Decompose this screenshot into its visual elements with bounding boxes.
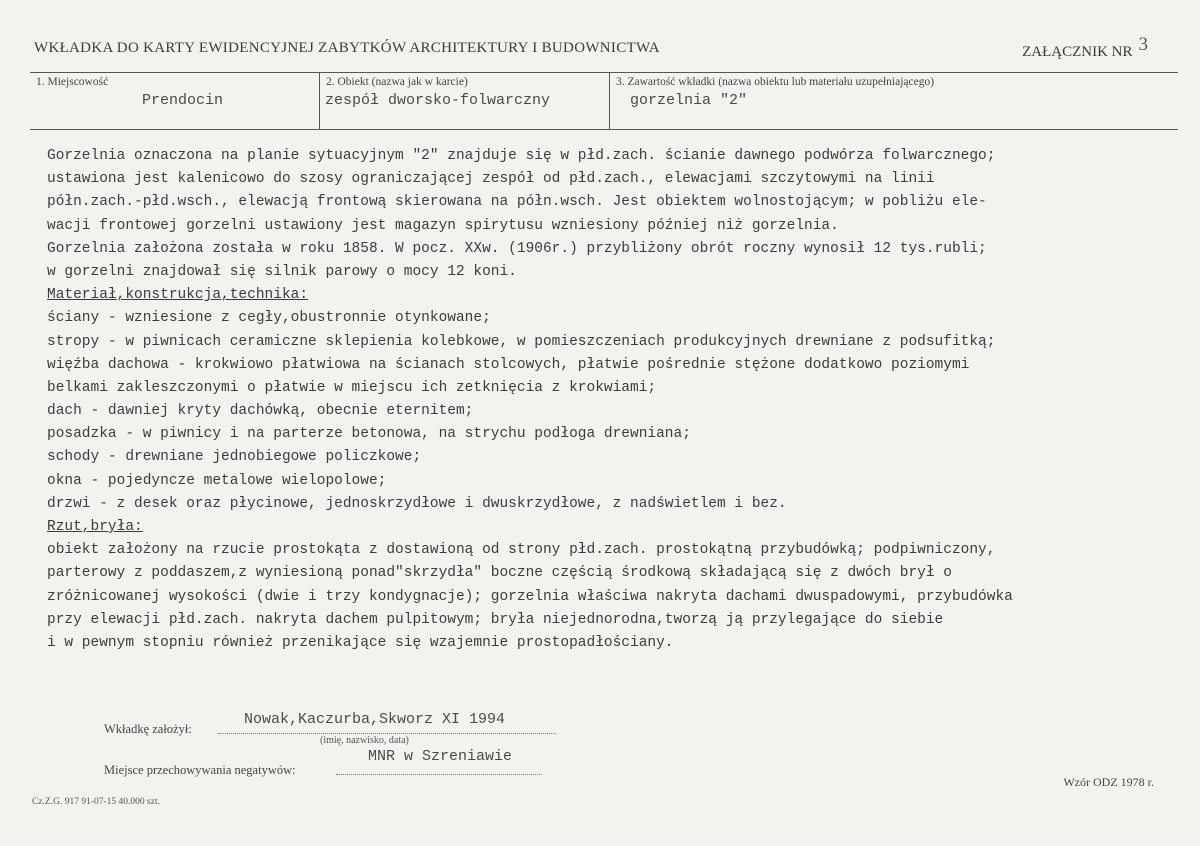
- content-field: [609, 73, 1178, 129]
- author-dotted-line: [218, 733, 556, 734]
- storage-dotted-line: [336, 774, 542, 775]
- body-line: schody - drewniane jednobiegowe policzkowe;: [47, 449, 422, 466]
- locality-value: Prendocin: [142, 92, 224, 109]
- annex-label: ZAŁĄCZNIK NR: [1022, 44, 1133, 60]
- content-value: gorzelnia "2": [630, 92, 748, 109]
- body-line: półn.zach.-płd.wsch., elewacją frontową skierowana na półn.wsch. Jest obiektem wolnostojącym; w pobliżu ele-: [47, 194, 987, 211]
- body-line: w gorzelni znajdował się silnik parowy o mocy 12 koni.: [47, 263, 517, 280]
- section-heading-plan: Rzut,bryła:: [47, 519, 143, 535]
- storage-value: MNR w Szreniawie: [368, 748, 513, 765]
- body-line: belkami zakleszczonymi o płatwie w miejscu ich zetknięcia z krokwiami;: [47, 379, 657, 396]
- header-fields: [30, 72, 1178, 130]
- printer-note: Cz.Z.G. 917 91-07-15 40.000 szt.: [32, 797, 160, 807]
- body-line: przy elewacji płd.zach. nakryta dachem pulpitowym; bryła niejednorodna,tworzą ją przylegające do siebie: [47, 611, 944, 628]
- body-line: drzwi - z desek oraz płycinowe, jednoskrzydłowe i dwuskrzydłowe, z nadświetlem i bez.: [47, 495, 787, 512]
- body-line: Gorzelnia oznaczona na planie sytuacyjnym "2" znajduje się w płd.zach. ścianie dawnego podwórza folwarcznego;: [47, 148, 996, 164]
- author-hint: (imię, nazwisko, data): [320, 735, 409, 746]
- author-value: Nowak,Kaczurba,Skworz XI 1994: [244, 711, 506, 728]
- annex-number: 3: [1138, 34, 1148, 55]
- author-label: Wkładkę założył:: [104, 722, 192, 736]
- locality-label: 1. Miejscowość: [36, 76, 109, 88]
- form-pattern: Wzór ODZ 1978 r.: [1063, 775, 1154, 789]
- object-field: [319, 73, 609, 129]
- body-line: okna - pojedyncze metalowe wielopolowe;: [47, 472, 387, 489]
- content-label: 3. Zawartość wkładki (nazwa obiektu lub materiału uzupełniającego): [616, 76, 935, 88]
- body-line: zróżnicowanej wysokości (dwie i trzy kondygnacje); gorzelnia właściwa nakryta dachami dwuspadowymi, przybudówka: [47, 588, 1013, 605]
- description-body: [47, 145, 1187, 655]
- storage-label: Miejsce przechowywania negatywów:: [104, 763, 296, 777]
- body-line: wacji frontowej gorzelni ustawiony jest magazyn spirytusu wzniesiony później niż gorzelnia.: [47, 217, 839, 234]
- body-line: posadzka - w piwnicy i na parterze betonowa, na strychu podłoga drewniana;: [47, 426, 691, 443]
- body-line: ściany - wzniesione z cegły,obustronnie otynkowane;: [47, 310, 491, 327]
- object-value: zespół dworsko-folwarczny: [325, 92, 551, 109]
- object-label: 2. Obiekt (nazwa jak w karcie): [326, 76, 468, 88]
- locality-field: [30, 73, 319, 129]
- body-line: dach - dawniej kryty dachówką, obecnie eternitem;: [47, 403, 474, 420]
- form-title: WKŁADKA DO KARTY EWIDENCYJNEJ ZABYTKÓW ARCHITEKTURY I BUDOWNICTWA: [34, 40, 660, 56]
- body-line: i w pewnym stopniu również przenikające się wzajemnie prostopadłościany.: [47, 634, 674, 651]
- body-line: stropy - w piwnicach ceramiczne sklepienia kolebkowe, w pomieszczeniach produkcyjnych drewniane z podsufitką;: [47, 333, 996, 350]
- annex-heading: [1022, 34, 1148, 62]
- body-line: ustawiona jest kalenicowo do szosy ograniczającej zespół od płd.zach., elewacjami szczytowymi na linii: [47, 171, 935, 188]
- section-heading-material: Materiał,konstrukcja,technika:: [47, 287, 309, 304]
- body-line: więźba dachowa - krokwiowo płatwiowa na ścianach stolcowych, płatwie pośrednie stężone dodatkowo poziomymi: [47, 356, 970, 373]
- body-line: Gorzelnia założona została w roku 1858. W pocz. XXw. (1906r.) przybliżony obrót roczny wynosił 12 tys.rubli;: [47, 240, 987, 257]
- body-line: obiekt założony na rzucie prostokąta z dostawioną od strony płd.zach. prostokątną przybudówką; podpiwniczony,: [47, 542, 996, 559]
- body-line: parterowy z poddaszem,z wyniesioną ponad"skrzydła" boczne częścią środkową składającą się z dwóch brył o: [47, 565, 952, 582]
